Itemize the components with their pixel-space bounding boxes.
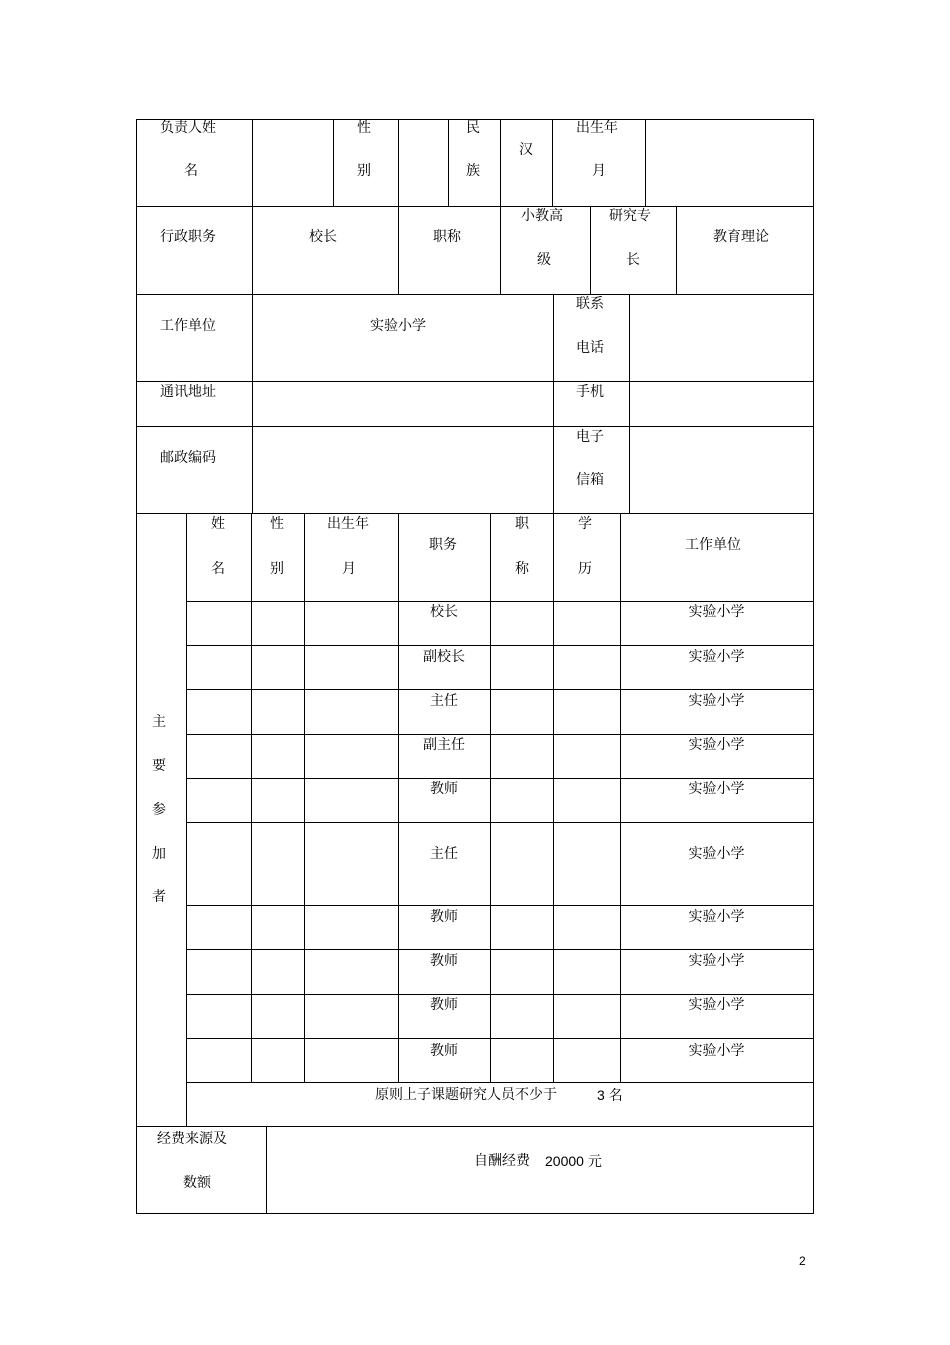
row-divider: [186, 689, 814, 690]
row-9-unit: 实验小学: [688, 997, 745, 1013]
col-divider: [304, 513, 305, 1082]
row-4-post: 副主任: [423, 737, 465, 753]
title-value-1: 小教高: [521, 208, 563, 224]
row-divider: [136, 1126, 814, 1127]
row-6-unit: 实验小学: [688, 846, 745, 862]
row-10-post: 教师: [430, 1043, 458, 1059]
row-8-post: 教师: [430, 953, 458, 969]
email-label-1: 电子: [576, 429, 604, 445]
participants-note: 原则上子课题研究人员不少于: [375, 1087, 557, 1103]
row-divider: [136, 426, 814, 427]
work-unit-value: 实验小学: [370, 318, 426, 334]
participants-side-label-2: 要: [152, 758, 166, 774]
contact-phone-label-2: 电话: [576, 340, 604, 356]
row-7-unit: 实验小学: [688, 909, 745, 925]
col-divider: [252, 294, 253, 513]
row-divider: [136, 294, 814, 295]
row-6-post: 主任: [430, 846, 458, 862]
row-1-post: 校长: [430, 604, 458, 620]
participants-side-label-4: 加: [152, 846, 166, 862]
funding-value-amount: 20000 元: [545, 1153, 602, 1169]
research-label-1: 研究专: [609, 208, 651, 224]
col-divider: [398, 119, 399, 294]
funding-value-prefix: 自酬经费: [474, 1153, 530, 1169]
col-divider: [629, 294, 630, 513]
row-8-unit: 实验小学: [688, 953, 745, 969]
participants-side-label-5: 者: [152, 889, 166, 905]
row-9-post: 教师: [430, 997, 458, 1013]
email-label-2: 信箱: [576, 472, 604, 488]
participants-side-label-3: 参: [152, 802, 166, 818]
col-divider: [552, 119, 553, 206]
ethnicity-value: 汉: [519, 142, 533, 158]
row-3-post: 主任: [430, 693, 458, 709]
row-4-unit: 实验小学: [688, 737, 745, 753]
row-divider: [186, 822, 814, 823]
title-label: 职称: [433, 229, 461, 245]
leader-name-label-2: 名: [184, 163, 198, 179]
participants-side-label-1: 主: [152, 714, 166, 730]
col-unit-label: 工作单位: [685, 537, 741, 553]
col-divider: [490, 513, 491, 1082]
funding-label-1: 经费来源及: [157, 1131, 227, 1147]
table-border-bottom: [136, 1213, 814, 1214]
col-divider: [251, 513, 252, 1082]
contact-phone-label-1: 联系: [576, 296, 604, 312]
row-divider: [186, 601, 814, 602]
col-divider: [186, 513, 187, 1126]
col-name-label-2: 名: [211, 561, 225, 577]
col-birth-label-1: 出生年: [327, 516, 369, 532]
row-10-unit: 实验小学: [688, 1043, 745, 1059]
row-divider: [136, 381, 814, 382]
col-divider: [553, 513, 554, 1082]
research-label-2: 长: [626, 252, 640, 268]
col-education-label-1: 学: [578, 516, 592, 532]
col-title-label-2: 称: [515, 561, 529, 577]
table-border-left: [136, 119, 137, 1214]
row-divider: [186, 1038, 814, 1039]
gender-label-2: 别: [357, 163, 371, 179]
col-divider: [676, 206, 677, 294]
col-education-label-2: 历: [578, 561, 592, 577]
col-gender-label-2: 别: [270, 561, 284, 577]
col-title-label-1: 职: [515, 516, 529, 532]
row-5-post: 教师: [430, 781, 458, 797]
row-divider: [186, 645, 814, 646]
row-divider: [186, 905, 814, 906]
col-birth-label-2: 月: [342, 561, 356, 577]
col-divider: [553, 294, 554, 513]
col-divider: [266, 1126, 267, 1213]
row-divider: [136, 206, 814, 207]
col-divider: [252, 119, 253, 294]
admin-post-label: 行政职务: [160, 229, 216, 245]
row-2-unit: 实验小学: [688, 649, 745, 665]
page-number: 2: [799, 1254, 806, 1268]
row-divider: [186, 949, 814, 950]
row-divider: [186, 994, 814, 995]
col-divider: [645, 119, 646, 206]
col-divider: [448, 119, 449, 206]
work-unit-label: 工作单位: [160, 318, 216, 334]
col-divider: [590, 206, 591, 294]
title-value-2: 级: [537, 252, 551, 268]
leader-name-label-1: 负责人姓: [160, 120, 216, 136]
col-divider: [333, 119, 334, 206]
address-label: 通讯地址: [160, 384, 216, 400]
admin-post-value: 校长: [309, 229, 337, 245]
postcode-label: 邮政编码: [160, 450, 216, 466]
col-gender-label-1: 性: [270, 516, 284, 532]
col-name-label-1: 姓: [211, 516, 225, 532]
row-divider: [136, 513, 814, 514]
mobile-label: 手机: [576, 384, 604, 400]
birth-label-1: 出生年: [576, 120, 618, 136]
row-divider: [186, 778, 814, 779]
col-post-label: 职务: [429, 537, 457, 553]
row-divider: [186, 1082, 814, 1083]
table-border-right: [813, 119, 814, 1214]
participants-note-count: 3 名: [597, 1087, 623, 1103]
row-5-unit: 实验小学: [688, 781, 745, 797]
row-divider: [186, 734, 814, 735]
row-2-post: 副校长: [423, 649, 465, 665]
ethnicity-label-2: 族: [466, 163, 480, 179]
row-7-post: 教师: [430, 909, 458, 925]
birth-label-2: 月: [592, 163, 606, 179]
funding-label-2: 数额: [183, 1175, 211, 1191]
row-1-unit: 实验小学: [688, 604, 745, 620]
gender-label-1: 性: [357, 120, 371, 136]
research-value: 教育理论: [713, 229, 769, 245]
ethnicity-label-1: 民: [466, 120, 480, 136]
row-3-unit: 实验小学: [688, 693, 745, 709]
col-divider: [500, 119, 501, 294]
